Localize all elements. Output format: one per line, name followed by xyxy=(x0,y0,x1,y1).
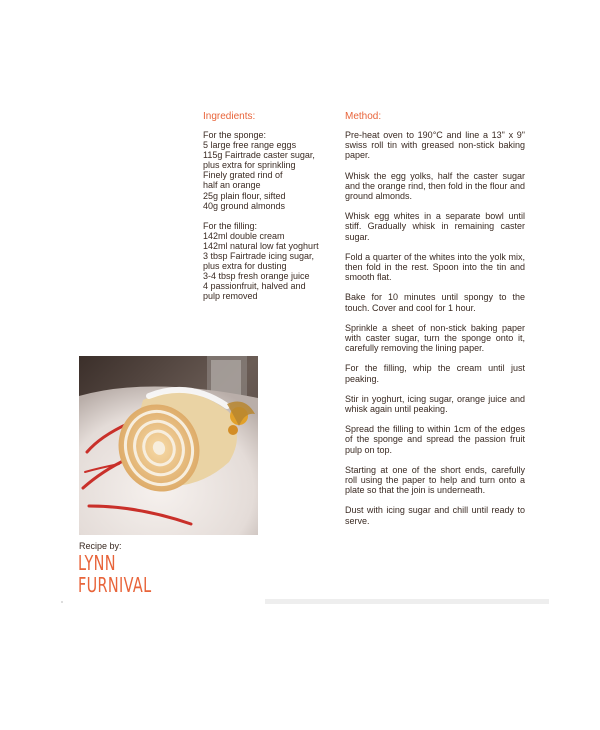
ingredient-line: Finely grated rind of xyxy=(203,170,283,181)
ingredient-line: 142ml natural low fat yoghurt xyxy=(203,240,319,251)
recipe-by-label: Recipe by: xyxy=(79,541,122,551)
method-step-11: Dust with icing sugar and chill until ready to serve. xyxy=(345,505,525,526)
method-step-8: Stir in yoghurt, icing sugar, orange juice and whisk again until peaking. xyxy=(345,393,525,415)
ingredient-line: plus extra for sprinkling xyxy=(203,160,296,171)
filling-title: For the filling: xyxy=(203,220,258,231)
ingredient-line: half an orange xyxy=(203,180,261,191)
swiss-roll-photo xyxy=(79,356,258,535)
method-step-5: Bake for 10 minutes until spongy to the touch. Cover and cool for 1 hour. xyxy=(345,292,525,313)
method-step-10: Starting at one of the short ends, carefully roll using the paper to help and turn onto a plate so that the join is underneath. xyxy=(345,464,525,496)
ingredient-line: 115g Fairtrade caster sugar, xyxy=(203,150,315,161)
method-step-7: For the filling, whip the cream until just peaking. xyxy=(345,363,525,384)
method-step-3: Whisk egg whites in a separate bowl until stiff. Gradually whisk in remaining caster sugar. xyxy=(345,211,525,242)
method-heading: Method: xyxy=(345,111,382,122)
method-step-9: Spread the filling to within 1cm of the edges of the sponge and spread the passion fruit pulp on top. xyxy=(345,424,525,455)
ingredient-line: 4 passionfruit, halved and xyxy=(203,281,306,292)
footer-divider xyxy=(265,599,549,604)
method-steps xyxy=(345,130,525,536)
ingredient-line: 5 large free range eggs xyxy=(203,140,297,151)
ingredients-list xyxy=(203,130,333,312)
footer-marker xyxy=(61,601,63,603)
sponge-group xyxy=(203,130,333,211)
method-step-4: Fold a quarter of the whites into the yolk mix, then fold in the rest. Spoon into the tin and smooth flat. xyxy=(345,251,525,283)
ingredient-line: 40g ground almonds xyxy=(203,200,286,211)
ingredient-line: 3-4 tbsp fresh orange juice xyxy=(203,271,310,282)
sponge-title: For the sponge: xyxy=(203,130,267,140)
ingredients-heading: Ingredients: xyxy=(203,111,256,122)
filling-group xyxy=(203,221,333,302)
ingredient-line: 3 tbsp Fairtrade icing sugar, xyxy=(203,251,315,262)
method-step-1: Pre-heat oven to 190°C and line a 13" x 9" swiss roll tin with greased non-stick baking paper. xyxy=(345,130,525,161)
author-name xyxy=(78,552,152,596)
method-step-2: Whisk the egg yolks, half the caster sugar and the orange rind, then fold in the flour and ground almonds. xyxy=(345,170,525,202)
ingredient-line: 25g plain flour, sifted xyxy=(203,190,286,201)
ingredient-line: 142ml double cream xyxy=(203,230,285,241)
ingredient-line: plus extra for dusting xyxy=(203,261,287,272)
author-last-name: FURNIVAL xyxy=(78,573,152,597)
method-step-6: Sprinkle a sheet of non-stick baking paper with caster sugar, turn the sponge onto it, carefully removing the lining paper. xyxy=(345,322,525,354)
ingredient-line: pulp removed xyxy=(203,291,258,302)
author-first-name: LYNN xyxy=(78,551,116,575)
